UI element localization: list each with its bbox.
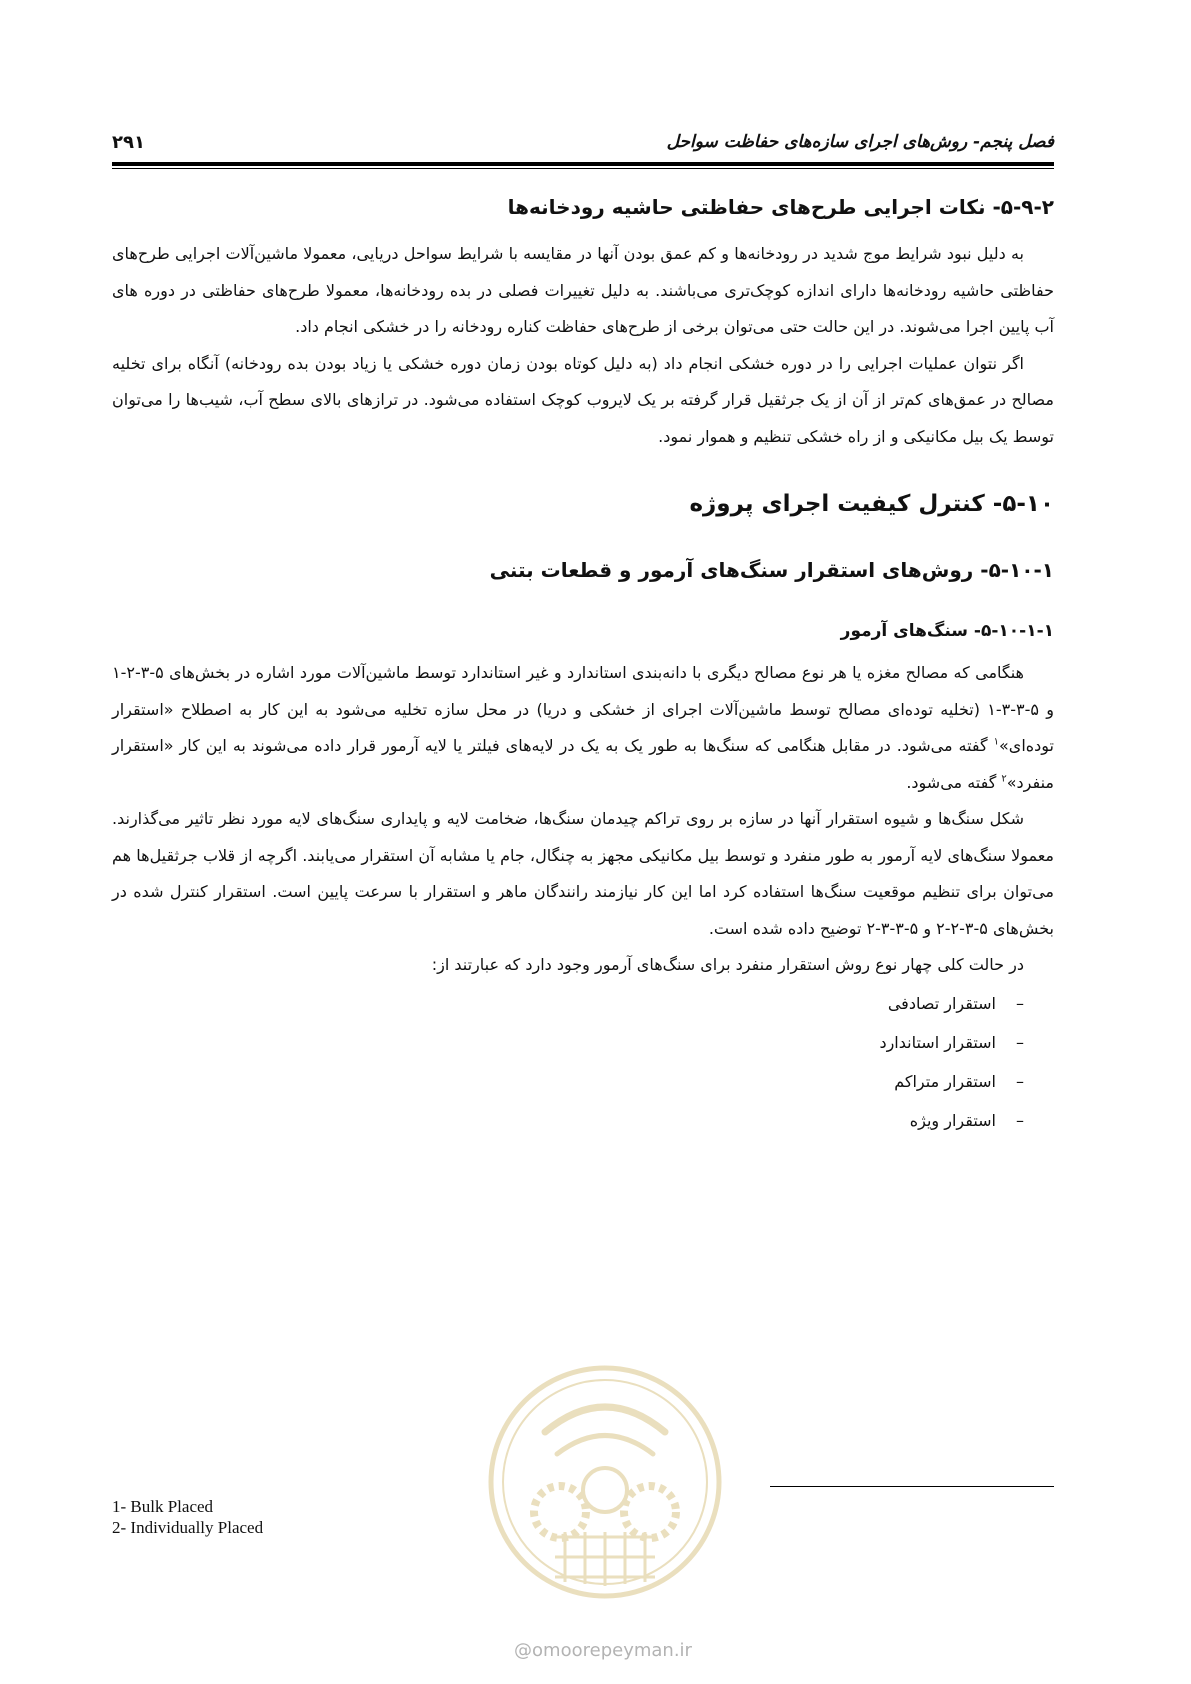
footnote-1: 1- Bulk Placed xyxy=(112,1497,214,1516)
section-heading-5-9-2: ۵-۹-۲- نکات اجرایی طرح‌های حفاظتی حاشیه رودخانه‌ها xyxy=(507,195,1054,219)
header-rule-thin xyxy=(112,168,1054,169)
section-heading-5-10: ۵-۱۰- کنترل کیفیت اجرای پروژه xyxy=(689,491,1054,517)
chapter-title: فصل پنجم- روش‌های اجرای سازه‌های حفاظت سواحل xyxy=(666,132,1054,152)
page-number: ۲۹۱ xyxy=(112,132,145,153)
paragraph xyxy=(112,655,1054,801)
watermark-url: @omoorepeyman.ir xyxy=(514,1640,692,1661)
paragraph: شکل سنگ‌ها و شیوه استقرار آنها در سازه بر روی تراکم چیدمان سنگ‌ها، ضخامت لایه و پایداری سنگ‌های لایه مورد نظر تاثیر می‌گذارند. معمولا سنگ‌های لایه آرمور به طور منفرد و توسط بیل مکانیکی مجهز به چنگال، جام یا مشابه آن استقرار می‌یابند. اگرچه از قلاب جرثقیل‌ها هم می‌توان برای تنظیم موقعیت سنگ‌ها استفاده کرد اما این کار نیازمند رانندگان ماهر و استقرار با سرعت پایین است. استقرار کنترل شده در بخش‌های ۵-۳-۲-۲ و ۵-۳-۳-۲ توضیح داده شده است. xyxy=(112,809,1054,938)
list-item xyxy=(112,1101,1024,1140)
section-heading-5-10-1-1: ۵-۱۰-۱-۱- سنگ‌های آرمور xyxy=(840,621,1054,641)
list-item xyxy=(112,1062,1024,1101)
footnote-2: 2- Individually Placed xyxy=(112,1518,264,1537)
placement-methods-list xyxy=(112,984,1054,1140)
footnote-ref-1: ۱ xyxy=(993,736,1000,748)
dash-bullet: – xyxy=(1016,993,1024,1013)
list-item xyxy=(112,984,1024,1023)
footnotes xyxy=(112,1496,263,1538)
list-item-text: استقرار ویژه xyxy=(909,1110,996,1130)
list-item xyxy=(112,1023,1024,1062)
list-item-text: استقرار متراکم xyxy=(894,1071,996,1091)
dash-bullet: – xyxy=(1016,1071,1024,1091)
list-item-text: استقرار تصادفی xyxy=(887,993,996,1013)
list-item-text: استقرار استاندارد xyxy=(879,1032,996,1052)
paragraph-text: گفته می‌شود. xyxy=(906,772,1002,792)
section-heading-5-10-1: ۵-۱۰-۱- روش‌های استقرار سنگ‌های آرمور و قطعات بتنی xyxy=(489,558,1054,582)
paragraph-text: گفته می‌شود. در مقابل هنگامی که سنگ‌ها به طور یک به یک در لایه‌های فیلتر یا لایه آرمور قرار داده می‌شوند به این کار «استقرار منفرد» xyxy=(112,736,1054,792)
dash-bullet: – xyxy=(1016,1032,1024,1052)
paragraph: اگر نتوان عملیات اجرایی را در دوره خشکی انجام داد (به دلیل کوتاه بودن زمان دوره خشکی یا زیاد بودن بده رودخانه) آنگاه برای تخلیه مصالح در عمق‌های کم‌تر از آن از یک جرثقیل قرار گرفته بر یک لایروب کوچک استفاده می‌شود. در ترازهای بالای سطح آب، شیب‌ها را می‌توان توسط یک بیل مکانیکی و از راه خشکی تنظیم و هموار نمود. xyxy=(112,353,1054,446)
footnote-separator xyxy=(770,1486,1054,1487)
footnote-ref-2: ۲ xyxy=(1001,773,1007,785)
watermark-seal-icon xyxy=(485,1362,725,1602)
paragraph: به دلیل نبود شرایط موج شدید در رودخانه‌ها و کم عمق بودن آنها در مقایسه با شرایط سواحل دریایی، معمولا ماشین‌آلات اجرایی طرح‌های حفاظتی حاشیه رودخانه‌ها دارای اندازه کوچک‌تری می‌باشند. به دلیل تغییرات فصلی در بده رودخانه‌ها، معمولا طرح‌های حفاظتی در دوره های آب پایین اجرا می‌شوند. در این حالت حتی می‌توان برخی از طرح‌های حفاظت کناره رودخانه را در خشکی انجام داد. xyxy=(112,244,1054,336)
dash-bullet: – xyxy=(1016,1110,1024,1130)
paragraph-text: هنگامی که مصالح مغزه یا هر نوع مصالح دیگری با دانه‌بندی استاندارد و غیر استاندارد توسط ماشین‌آلات مورد اشاره در بخش‌های ۵-۳-۲-۱ و ۵-۳-۳-۱ (تخلیه توده‌ای مصالح توسط ماشین‌آلات اجرای از خشکی و دریا) در محل سازه تخلیه می‌شود به این کار به اصطلاح «استقرار توده‌ای» xyxy=(112,663,1055,755)
page-body xyxy=(112,186,1054,1140)
header-rule xyxy=(112,162,1054,166)
paragraph: در حالت کلی چهار نوع روش استقرار منفرد برای سنگ‌های آرمور وجود دارد که عبارتند از: xyxy=(431,955,1024,974)
